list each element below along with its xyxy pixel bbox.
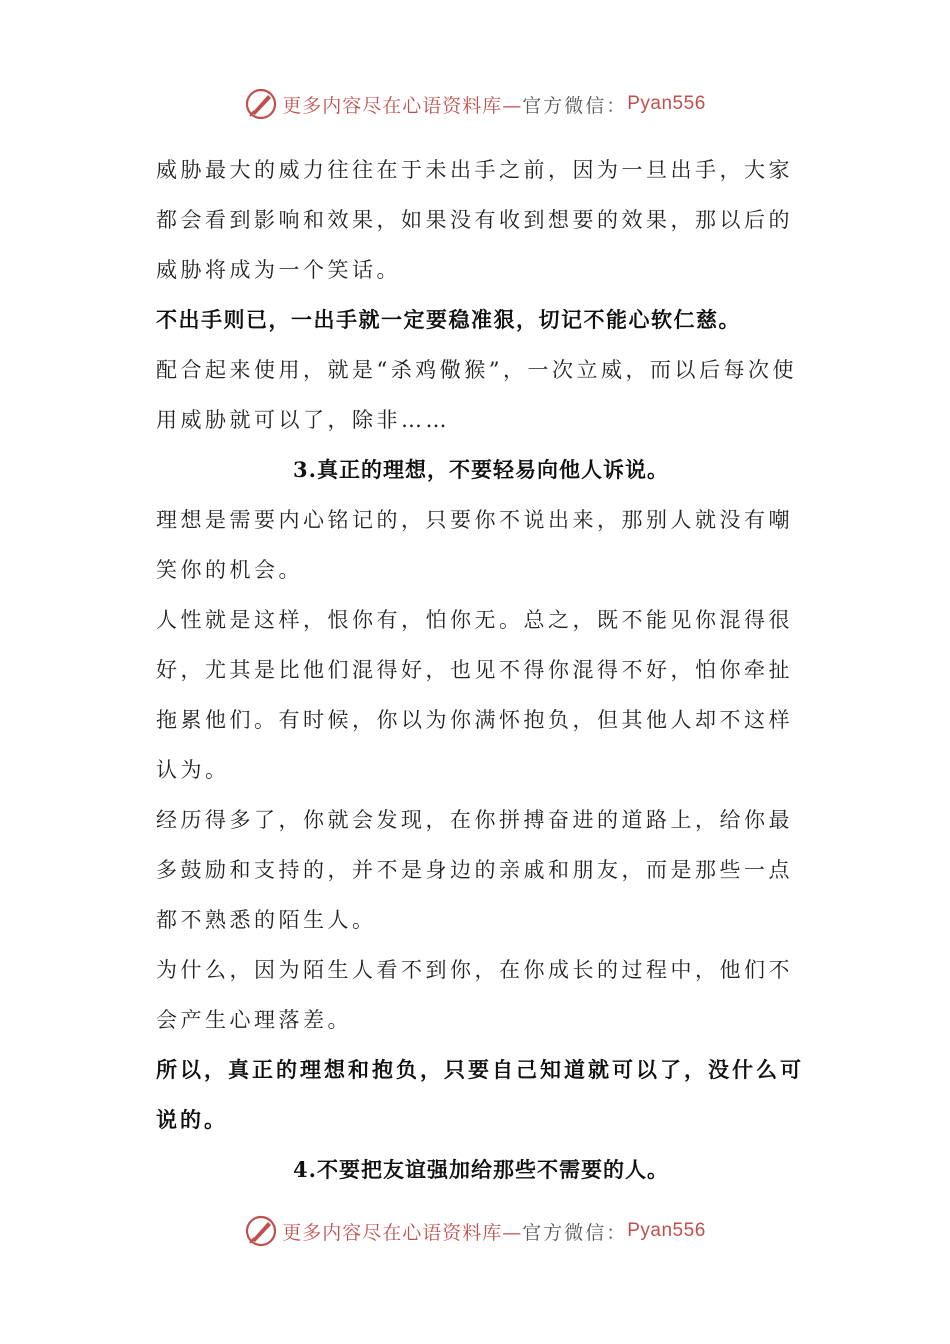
quill-pen-logo-icon xyxy=(244,87,278,121)
footer-brand-text: 更多内容尽在心语资料库— xyxy=(282,1221,523,1244)
paragraph-strangers: 经历得多了，你就会发现，在你拼搏奋进的道路上，给你最多鼓励和支持的，并不是身边的亲戚和朋友，而是那些一点都不熟悉的陌生人。 xyxy=(156,808,793,932)
banner-brand-text: 更多内容尽在心语资料库— xyxy=(282,94,523,117)
paragraph-strike-hard: 不出手则已，一出手就一定要稳准狠，切记不能心软仁慈。 xyxy=(156,307,741,332)
paragraph-ideal-secret: 理想是需要内心铭记的，只要你不说出来，那别人就没有嘲笑你的机会。 xyxy=(156,508,793,582)
quill-pen-logo-icon xyxy=(244,1214,278,1248)
paragraph-kill-chicken: 配合起来使用，就是“杀鸡儆猴”，一次立威，而以后每次使用威胁就可以了，除非…… xyxy=(156,358,797,432)
paragraph-human-nature: 人性就是这样，恨你有，怕你无。总之，既不能见你混得很好，尤其是比他们混得好，也见不得你混得不好，怕你牵扯拖累他们。有时候，你以为你满怀抱负，但其他人却不这样认为。 xyxy=(156,608,793,782)
section-heading-3: 3.真正的理想，不要轻易向他人诉说。 xyxy=(293,457,669,482)
footer-wechat-handle: Pyan556 xyxy=(627,1220,706,1241)
banner-wechat-handle: Pyan556 xyxy=(627,93,706,114)
section-heading-4: 4.不要把友谊强加给那些不需要的人。 xyxy=(293,1157,669,1182)
header-banner xyxy=(0,84,950,124)
footer-wechat-label: 官方微信： xyxy=(522,1221,628,1244)
footer-banner xyxy=(0,1211,950,1251)
paragraph-conclusion: 所以，真正的理想和抱负，只要自己知道就可以了，没什么可说的。 xyxy=(156,1057,804,1132)
article-body xyxy=(156,145,806,1195)
banner-wechat-label: 官方微信： xyxy=(522,94,628,117)
paragraph-why-strangers: 为什么，因为陌生人看不到你，在你成长的过程中，他们不会产生心理落差。 xyxy=(156,958,793,1032)
paragraph-threat-power: 威胁最大的威力往往在于未出手之前，因为一旦出手，大家都会看到影响和效果，如果没有收到想要的效果，那以后的威胁将成为一个笑话。 xyxy=(156,158,793,282)
